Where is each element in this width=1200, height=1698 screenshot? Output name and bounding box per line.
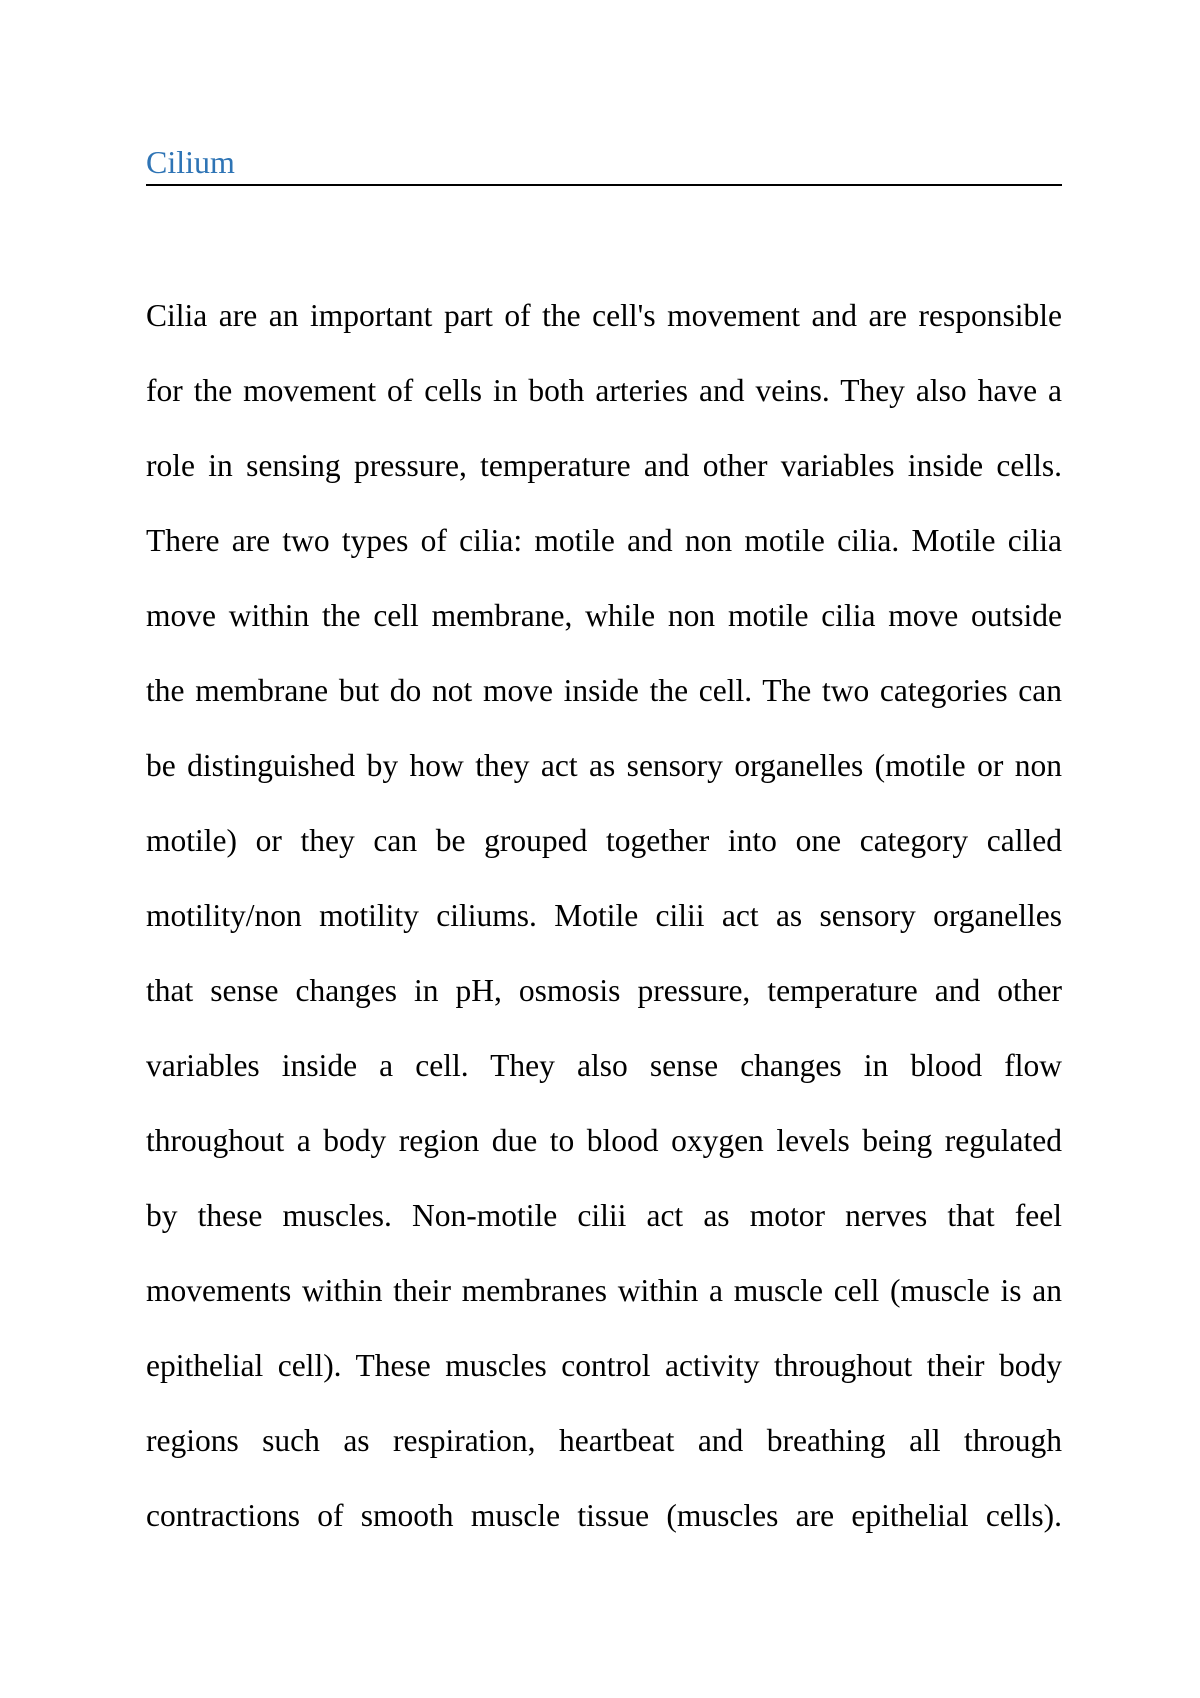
heading-rule (146, 140, 1062, 186)
body-line-6: the membrane but do not move inside the cell. The two categories can (146, 673, 1062, 708)
body-line-9: motility/non motility ciliums. Motile cilii act as sensory organelles (146, 898, 1062, 933)
body-line-3: role in sensing pressure, temperature and other variables inside cells. (146, 448, 1062, 483)
body-line-14: movements within their membranes within a muscle cell (muscle is an (146, 1273, 1062, 1308)
body-line-16: regions such as respiration, heartbeat and breathing all through (146, 1423, 1062, 1458)
body-line-13: by these muscles. Non-motile cilii act as motor nerves that feel (146, 1198, 1062, 1233)
body-line-10: that sense changes in pH, osmosis pressure, temperature and other (146, 973, 1062, 1008)
body-line-7: be distinguished by how they act as sensory organelles (motile or non (146, 748, 1062, 783)
body-line-8: motile) or they can be grouped together into one category called (146, 823, 1062, 858)
body-line-1: Cilia are an important part of the cell's movement and are responsible (146, 298, 1062, 333)
page-title: Cilium (146, 144, 235, 180)
body-line-15: epithelial cell). These muscles control activity throughout their body (146, 1348, 1062, 1383)
body-text (146, 296, 1062, 1571)
body-line-2: for the movement of cells in both arteries and veins. They also have a (146, 373, 1062, 408)
body-line-17: contractions of smooth muscle tissue (muscles are epithelial cells). (146, 1498, 1062, 1533)
body-line-4: There are two types of cilia: motile and non motile cilia. Motile cilia (146, 523, 1062, 558)
body-line-11: variables inside a cell. They also sense changes in blood flow (146, 1048, 1062, 1083)
body-line-5: move within the cell membrane, while non motile cilia move outside (146, 598, 1062, 633)
body-line-12: throughout a body region due to blood oxygen levels being regulated (146, 1123, 1062, 1158)
